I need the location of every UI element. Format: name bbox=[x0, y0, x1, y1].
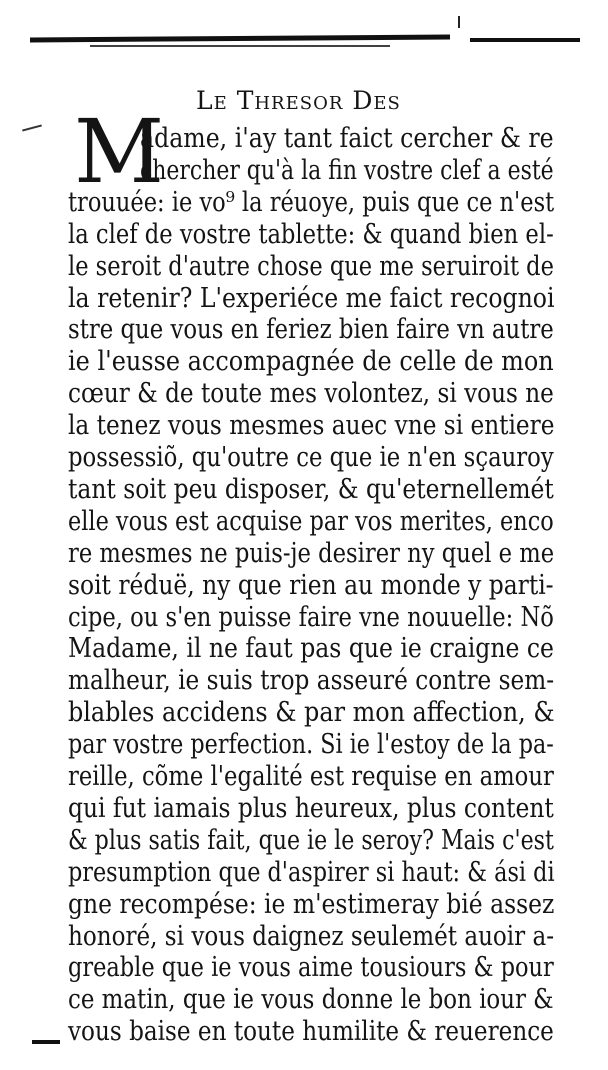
text-line: blables accidens & par mon affection, & bbox=[68, 697, 555, 729]
text-line: tant soit peu disposer, & qu'eternellemét bbox=[68, 473, 554, 505]
text-line: ie l'eusse accompagnée de celle de mon bbox=[68, 346, 554, 378]
text-line: soit réduë, ny que rien au monde y parti- bbox=[68, 569, 554, 601]
text-line: cœur & de toute mes volontez, si vous ne bbox=[68, 378, 554, 410]
text-line: Madame, il ne faut pas que ie craigne ce bbox=[68, 633, 554, 665]
running-header: Le Thresor Des bbox=[196, 86, 401, 115]
text-line: vous baise en toute humilite & reuerence bbox=[68, 1016, 554, 1048]
text-line: malheur, ie suis trop asseuré contre sem- bbox=[68, 665, 555, 697]
text-line: stre que vous en feriez bien faire vn autre bbox=[68, 314, 554, 346]
text-line: & plus satis fait, que ie le seroy? Mais c'est bbox=[68, 824, 554, 856]
text-line: la clef de vostre tablette: & quand bien el- bbox=[68, 218, 554, 250]
text-line: qui fut iamais plus heureux, plus content bbox=[68, 792, 554, 824]
text-line: greable que ie vous aime tousiours & pour bbox=[68, 952, 554, 984]
text-line: chercher qu'à la fin vostre clef a esté bbox=[140, 154, 554, 186]
text-line: la tenez vous mesmes auec vne si entiere bbox=[68, 410, 555, 442]
text-line: elle vous est acquise par vos merites, enco bbox=[68, 505, 554, 537]
text-line: cipe, ou s'en puisse faire vne nouuelle: Nõ bbox=[68, 601, 554, 633]
text-line: re mesmes ne puis-je desirer ny quel e me bbox=[68, 537, 555, 569]
text-line: par vostre perfection. Si ie l'estoy de la pa- bbox=[68, 729, 554, 761]
text-line: adame, i'ay tant faict cercher & re bbox=[140, 123, 554, 154]
text-line: presumption que d'aspirer si haut: & ási di bbox=[68, 856, 555, 888]
text-line: le seroit d'autre chose que me seruiroit de bbox=[68, 250, 554, 282]
text-line: ce matin, que ie vous donne le bon iour & bbox=[68, 984, 554, 1016]
text-line: la retenir? L'experiéce me faict recognoi bbox=[68, 282, 555, 314]
margin-mark-bottom bbox=[32, 1040, 60, 1044]
text-line: honoré, si vous daignez seulemét auoir a- bbox=[68, 920, 555, 952]
text-line: trouuée: ie vo⁹ la réuoye, puis que ce n'est bbox=[68, 186, 555, 218]
text-line: possessiõ, qu'outre ce que ie n'en sçauroy bbox=[68, 442, 554, 473]
drop-cap: M bbox=[74, 100, 165, 203]
text-line: gne recompése: ie m'estimeray bié assez bbox=[68, 888, 555, 920]
text-line: reille, cõme l'egalité est requise en amour bbox=[68, 761, 554, 792]
